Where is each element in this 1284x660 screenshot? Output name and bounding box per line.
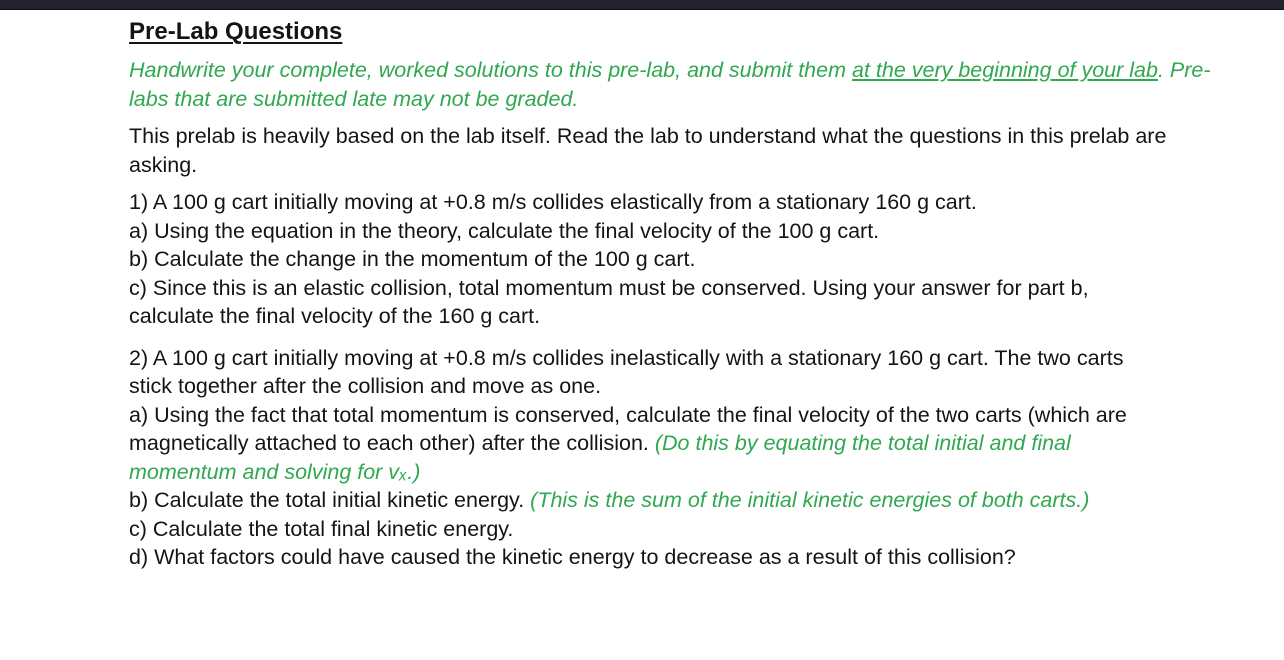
instructions-deadline: at the very beginning of your lab <box>851 58 1158 82</box>
submission-instructions <box>129 56 1239 113</box>
question-2-part-a-text: a) Using the fact that total momentum is conserved, calculate the final velocity of the two carts (which are magnetically attached to each other) after the collision. <box>129 402 1127 455</box>
question-2 <box>129 344 1239 572</box>
question-1-part-c: c) Since this is an elastic collision, total momentum must be conserved. Using your answer for part b, calculate the final velocity of the 160 g cart. <box>129 275 1089 328</box>
document-page <box>0 9 1284 660</box>
question-2-part-a <box>129 401 1144 487</box>
question-2-part-c: c) Calculate the total final kinetic energy. <box>129 516 514 541</box>
question-1-part-a: a) Using the equation in the theory, calculate the final velocity of the 100 g cart. <box>129 218 880 243</box>
question-2-part-d: d) What factors could have caused the kinetic energy to decrease as a result of this collision? <box>129 545 1016 569</box>
question-2-part-b <box>129 486 1119 515</box>
question-2-part-a-hint: (Do this by equating the total initial and final momentum and solving for vₓ.) <box>129 431 1071 484</box>
intro-paragraph: This prelab is heavily based on the lab itself. Read the lab to understand what the questions in this prelab are asking. <box>129 124 1167 177</box>
question-2-stem: 2) A 100 g cart initially moving at +0.8 m/s collides inelastically with a stationary 160 g cart. The two carts stick together after the collision and move as one. <box>129 345 1124 398</box>
instructions-text-2: . Pre-labs that are submitted late may not be graded. <box>129 58 1211 111</box>
question-2-part-b-hint: (This is the sum of the initial kinetic energies of both carts.) <box>530 488 1090 512</box>
question-1-part-b: b) Calculate the change in the momentum of the 100 g cart. <box>129 247 696 271</box>
instructions-text-1: Handwrite your complete, worked solutions to this pre-lab, and submit them <box>129 58 852 82</box>
question-1-stem: 1) A 100 g cart initially moving at +0.8 m/s collides elastically from a stationary 160 g cart. <box>129 190 977 214</box>
document-content <box>129 16 1239 585</box>
question-1 <box>129 188 1239 331</box>
page-title: Pre-Lab Questions <box>129 18 343 45</box>
question-2-part-b-text: b) Calculate the total initial kinetic energy. <box>129 488 531 512</box>
